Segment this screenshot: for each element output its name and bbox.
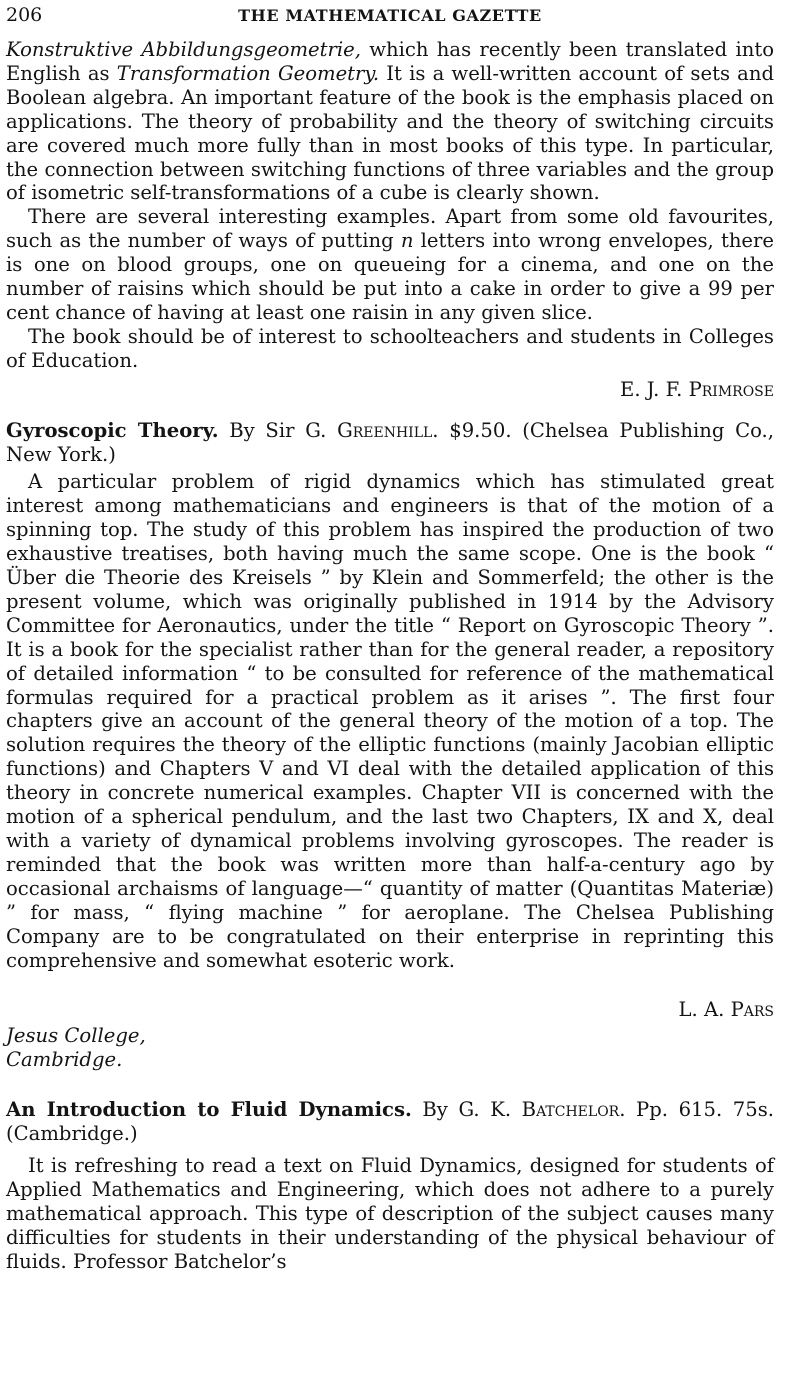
reviewer-surname: Primrose xyxy=(688,377,774,401)
review-heading xyxy=(6,1098,774,1146)
book-title: Gyroscopic Theory. xyxy=(6,418,219,442)
math-variable: n xyxy=(400,229,414,253)
text-span: It is a well-written account of sets and Boolean algebra. An important feature of the book is the emphasis placed on applications. The theory of probability and the theory of switching circuits are covered much more fully than in most books of this type. In particular, the connection between switching functions of three variables and the group of isometric self-transformations of a cube is clearly shown. xyxy=(6,61,775,205)
review1-paragraph-3: The book should be of interest to schoolteachers and students in Colleges of Education. xyxy=(6,324,774,372)
review-fluid-dynamics xyxy=(6,1098,774,1273)
book-title-german: Konstruktive Abbildungsgeometrie, xyxy=(6,38,361,61)
review-body: A particular problem of rigid dynamics which has stimulated great interest among mathematicians and engineers is that of the motion of a spinning top. The study of this problem has inspired the production of two exhaustive treatises, both having much the same scope. One is the book “ Über die Theorie des Kreisels ” by Klein and Sommerfeld; the other is the present volume, which was originally published in 1914 by the Advisory Committee for Aeronautics, under the title “ Report on Gyroscopic Theory ”. It is a book for the specialist rather than for the general reader, a repository of detailed information “ to be consulted for reference of the mathematical formulas required for a practical problem as it arises ”. The first four chapters give an account of the general theory of the motion of a top. The solution requires the theory of the elliptic functions (mainly Jacobian elliptic functions) and Chapters V and VI deal with the detailed application of this theory in concrete numerical examples. Chapter VII is concerned with the motion of a spherical pendulum, and the last two Chapters, IX and X, deal with a variety of dynamical problems involving gyroscopes. The reader is reminded that the book was written more than half-a-century ago by occasional archaisms of language—“ quantity of matter (Quantitas Materiæ) ” for mass, “ flying machine ” for aeroplane. The Chelsea Publishing Company are to be congratulated on their enterprise in reprinting this comprehensive and somewhat esoteric work. xyxy=(6,470,774,972)
book-title-english: Transformation Geometry. xyxy=(116,61,380,85)
reviewer-initials: L. A. xyxy=(678,998,731,1022)
text-span: letters into wrong envelopes, there is one on blood groups, one on queueing for a cinema, and one on the number of raisins which should be put into a cake in order to give a 99 per cent chance of having at least one raisin in any given slice. xyxy=(6,229,774,324)
review-gyroscopic-theory xyxy=(6,419,774,1073)
book-author: Greenhill. xyxy=(337,418,439,442)
page-number: 206 xyxy=(6,4,43,26)
running-head xyxy=(6,4,774,38)
page xyxy=(0,4,800,1381)
reviewer-affiliation-line1: Jesus College, xyxy=(6,1024,146,1048)
reviewer-surname: Pars xyxy=(730,998,774,1022)
journal-title: THE MATHEMATICAL GAZETTE xyxy=(238,6,542,25)
book-title: An Introduction to Fluid Dynamics. xyxy=(6,1098,412,1122)
reviewer-affiliation-line2: Cambridge. xyxy=(6,1048,123,1072)
text-span: There are several interesting examples. Apart from some old favourites, such as the number of ways of putting xyxy=(6,205,774,253)
review-continued xyxy=(6,38,774,402)
text-span: By G. K. xyxy=(411,1098,522,1122)
text-span: which has recently been translated into English as xyxy=(6,38,774,85)
reviewer-signature xyxy=(6,998,774,1022)
book-author: Batchelor. xyxy=(521,1098,626,1122)
book-details: $9.50. (Chelsea Publishing Co., New York.) xyxy=(6,418,774,466)
review-body: It is refreshing to read a text on Fluid Dynamics, designed for students of Applied Mathematics and Engineering, which does not adhere to a purely mathematical approach. This type of description of the subject causes many difficulties for students in their understanding of the physical behaviour of fluids. Professor Batchelor’s xyxy=(6,1153,774,1273)
reviewer-initials: E. J. F. xyxy=(620,377,689,401)
review-heading xyxy=(6,419,774,467)
text-span: By Sir G. xyxy=(218,418,338,442)
review1-paragraph-2 xyxy=(6,205,774,325)
book-details: Pp. 615. 75s. (Cambridge.) xyxy=(6,1098,774,1146)
reviewer-signature xyxy=(6,378,774,402)
review1-paragraph-1 xyxy=(6,38,774,205)
